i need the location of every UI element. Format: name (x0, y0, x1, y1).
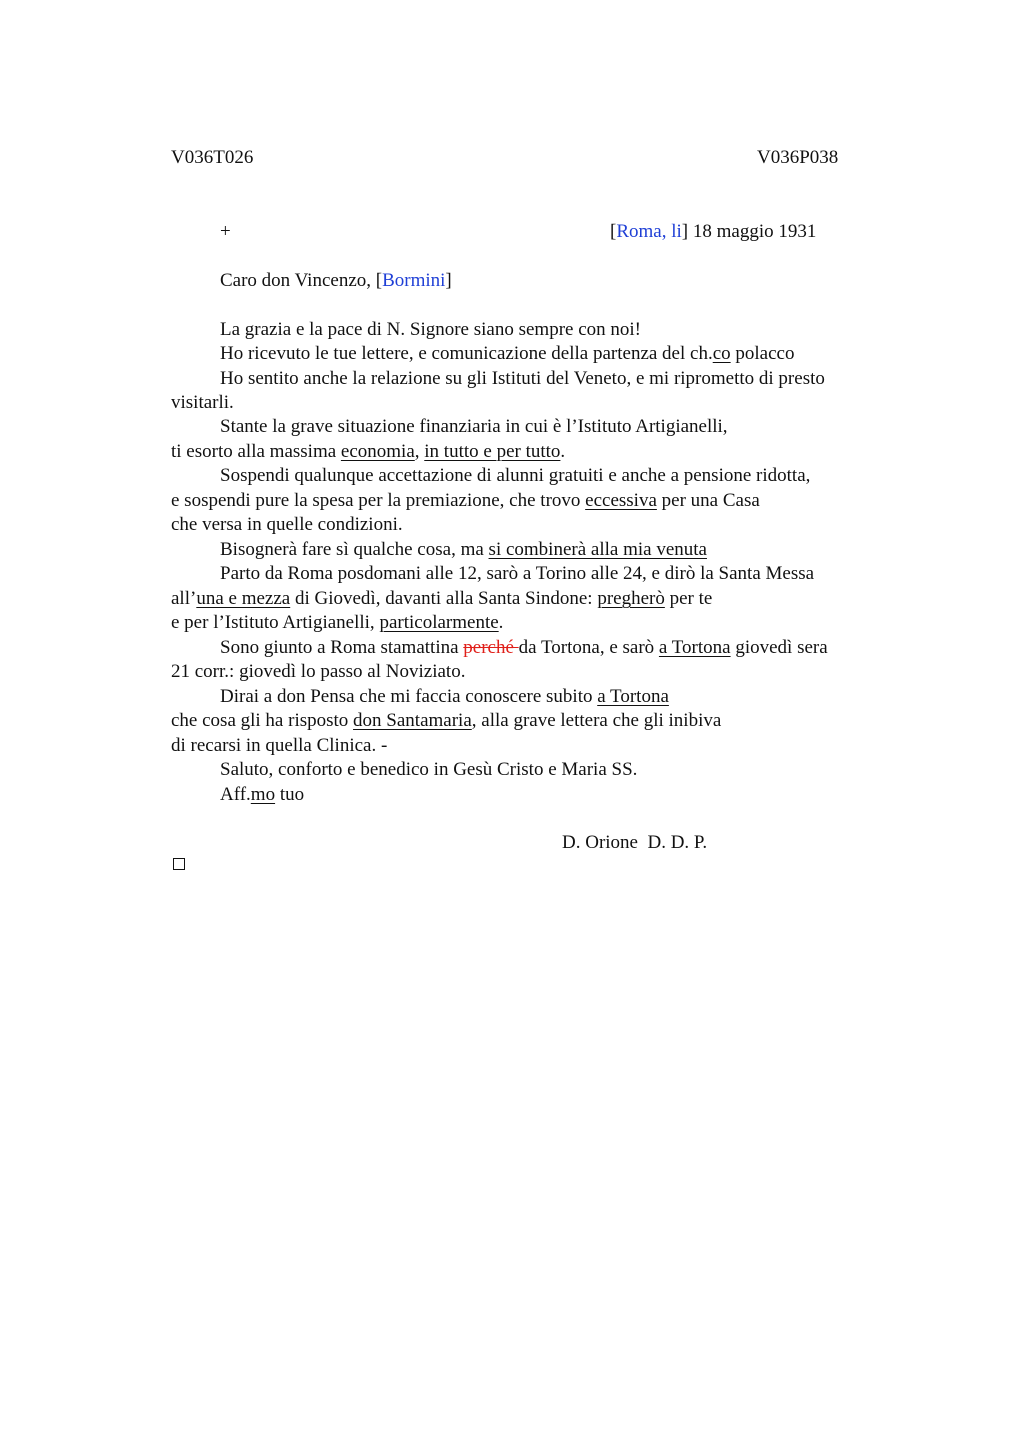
dateline-place: Roma, li (616, 221, 682, 242)
body-line-11: Parto da Roma posdomani alle 12, sarò a Torino alle 24, e dirò la Santa Messa (220, 563, 815, 584)
body-line-14-underlined: a Tortona (658, 637, 731, 658)
body-line-16-text: Dirai a don Pensa che mi faccia conoscere subito (220, 686, 598, 707)
body-line-2-text: Ho ricevuto le tue lettere, e comunicazione della partenza del ch. (220, 343, 713, 364)
body-line-6-text: ti esorto alla massima (171, 441, 341, 462)
body-line-20-text-end: tuo (275, 784, 305, 805)
body-line-17-text: che cosa gli ha risposto (171, 710, 354, 731)
salutation-name: Bormini (382, 270, 446, 291)
dateline-bracket-close: ] (681, 221, 689, 242)
dateline-bracket-open: [ (610, 221, 617, 242)
body-line-16 (220, 685, 669, 709)
body-line-6-text-mid: , (414, 441, 425, 462)
body-line-6-underlined-2: in tutto e per tutto (424, 441, 561, 462)
salutation-bracket-open: [ (375, 270, 383, 291)
body-line-8-text-end: per una Casa (656, 490, 760, 511)
body-line-1: La grazia e la pace di N. Signore siano sempre con noi! (220, 319, 642, 340)
body-line-17 (171, 709, 721, 733)
body-line-20-text: Aff. (220, 784, 251, 805)
body-line-10-text: Bisognerà fare sì qualche cosa, ma (220, 539, 489, 560)
body-line-2-underlined: co (712, 343, 731, 364)
signature: D. Orione D. D. P. (562, 832, 708, 853)
body-line-17-text-end: , alla grave lettera che gli inibiva (471, 710, 722, 731)
body-line-10-underlined: si combinerà alla mia venuta (488, 539, 707, 560)
body-line-4: visitarli. (171, 392, 234, 413)
body-line-2 (220, 342, 794, 366)
dateline (610, 220, 816, 244)
body-line-12-text: all’ (171, 588, 197, 609)
body-line-12-underlined-1: una e mezza (196, 588, 291, 609)
salutation-text: Caro don Vincenzo, (220, 270, 376, 291)
end-mark-square (173, 858, 185, 870)
header-right-code: V036P038 (757, 147, 839, 168)
body-line-10 (220, 538, 707, 562)
salutation (220, 269, 452, 293)
body-line-13-underlined: particolarmente (379, 612, 499, 633)
body-line-14-text-end: giovedì sera (730, 637, 828, 658)
body-line-16-underlined: a Tortona (597, 686, 669, 707)
body-line-7: Sospendi qualunque accettazione di alunni gratuiti e anche a pensione ridotta, (220, 465, 811, 486)
body-line-17-underlined: don Santamaria (353, 710, 472, 731)
body-line-13-text: e per l’Istituto Artigianelli, (171, 612, 380, 633)
body-line-20 (220, 783, 304, 807)
header-left-code: V036T026 (171, 147, 254, 168)
body-line-13 (171, 611, 503, 635)
body-line-14-struck-word: perché (463, 637, 519, 658)
body-line-14-text: Sono giunto a Roma stamattina (220, 637, 464, 658)
body-line-12-text-end: per te (664, 588, 713, 609)
salutation-bracket-close: ] (445, 270, 452, 291)
body-line-12-underlined-2: pregherò (597, 588, 665, 609)
body-line-9: che versa in quelle condizioni. (171, 514, 403, 535)
body-line-12-text-mid: di Giovedì, davanti alla Santa Sindone: (290, 588, 598, 609)
body-line-15: 21 corr.: giovedì lo passo al Noviziato. (171, 661, 466, 682)
body-line-6-text-end: . (560, 441, 566, 462)
body-line-6 (171, 440, 565, 464)
dateline-date: 18 maggio 1931 (688, 221, 817, 242)
body-line-8-text: e sospendi pure la spesa per la premiazione, che trovo (171, 490, 586, 511)
body-line-14 (220, 636, 828, 660)
body-line-2-text-end: polacco (730, 343, 795, 364)
body-line-14-text-mid: da Tortona, e sarò (518, 637, 659, 658)
body-line-5: Stante la grave situazione finanziaria in cui è l’Istituto Artigianelli, (220, 416, 728, 437)
body-line-18: di recarsi in quella Clinica. - (171, 735, 388, 756)
body-line-8-underlined: eccessiva (585, 490, 657, 511)
body-line-3: Ho sentito anche la relazione su gli Istituti del Veneto, e mi riprometto di presto (220, 368, 825, 389)
body-line-6-underlined-1: economia (340, 441, 415, 462)
body-line-12 (171, 587, 712, 611)
body-line-19: Saluto, conforto e benedico in Gesù Cristo e Maria SS. (220, 759, 638, 780)
body-line-8 (171, 489, 760, 513)
body-line-13-text-end: . (498, 612, 504, 633)
body-line-20-underlined: mo (250, 784, 276, 805)
cross-mark: + (220, 221, 231, 242)
